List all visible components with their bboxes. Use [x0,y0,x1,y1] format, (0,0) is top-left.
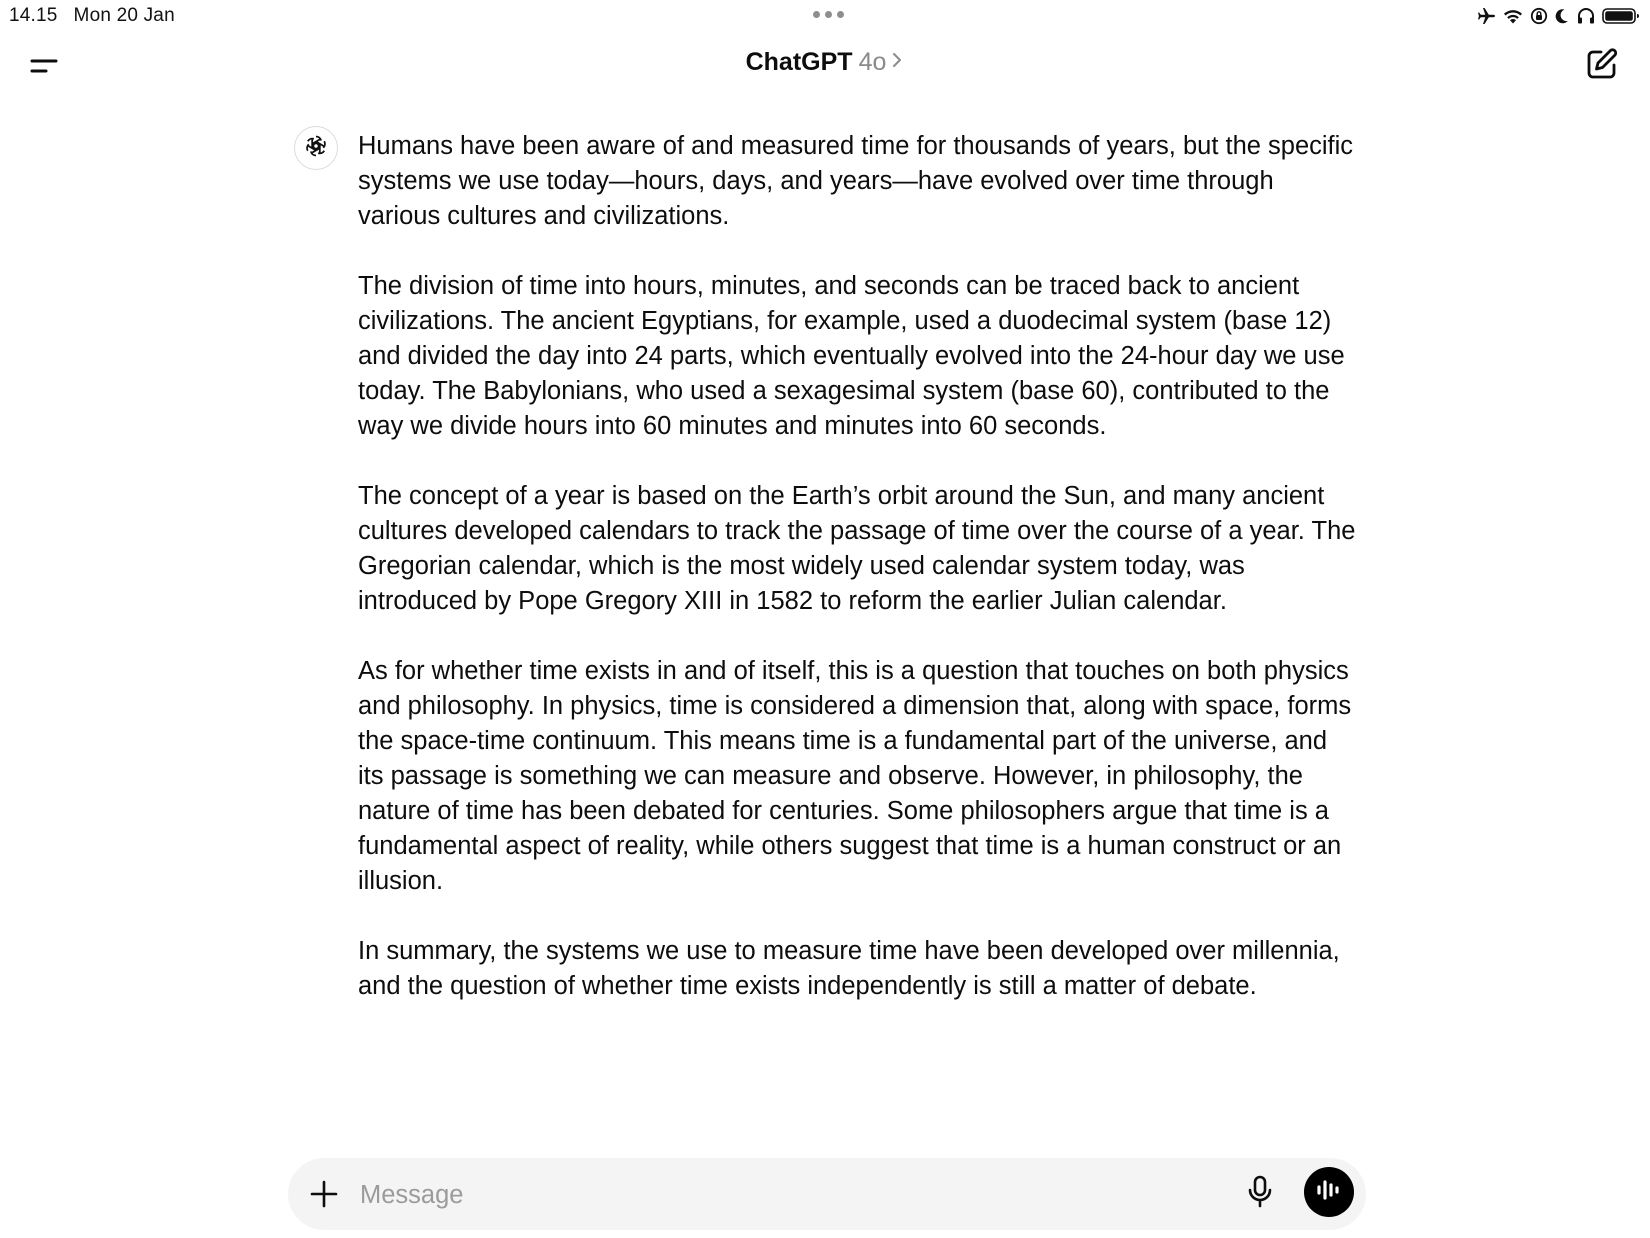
status-bar [0,0,1650,32]
orientation-lock-icon [1530,7,1548,25]
message-paragraph: As for whether time exists in and of itself, this is a question that touches on both physics and philosophy. In physics, time is considered a dimension that, along with space, forms the space-time continuum. This means time is a fundamental part of the universe, and its passage is something we can measure and observe. However, in philosophy, the nature of time has been debated for centuries. Some philosophers argue that time is a fundamental aspect of reality, while others suggest that time is a human construct or an illusion. [358,657,1352,895]
plus-icon [308,1197,340,1214]
voice-mode-button[interactable] [1304,1167,1354,1217]
airplane-icon [1476,7,1496,25]
microphone-icon [1246,1174,1274,1215]
status-datetime [9,5,175,27]
top-bar [0,32,1650,100]
assistant-message [358,129,1358,1004]
status-date: Mon 20 Jan [73,5,175,26]
message-paragraph: In summary, the systems we use to measure time have been developed over millennia, and the question of whether time exists independently is still a matter of debate. [358,937,1340,1000]
voice-waveform-icon [1315,1178,1343,1207]
attach-button[interactable] [308,1178,340,1210]
model-name: 4o [858,48,887,76]
message-paragraph: The concept of a year is based on the Earth’s orbit around the Sun, and many ancient cultures developed calendars to track the passage of time over the course of a year. The Gregorian calendar, which is the most widely used calendar system today, was introduced by Pope Gregory XIII in 1582 to reform the earlier Julian calendar. [358,482,1356,615]
dictation-button[interactable] [1240,1174,1280,1214]
wifi-icon [1502,7,1524,25]
compose-icon [1584,69,1620,86]
status-time: 14.15 [9,5,58,26]
chevron-right-icon [890,47,904,76]
status-icons [1476,5,1640,27]
message-paragraph: Humans have been aware of and measured time for thousands of years, but the specific systems we use today—hours, days, and years—have evolved over time through various cultures and civilizations. [358,132,1354,230]
app-title: ChatGPT [745,48,853,76]
message-paragraph: The division of time into hours, minutes, and seconds can be traced back to ancient civilizations. The ancient Egyptians, for example, used a duodecimal system (base 12) and divided the day into 24 parts, which eventually evolved into the 24-hour day we use today. The Babylonians, who used a sexagesimal system (base 60), contributed to the way we divide hours into 60 minutes and minutes into 60 seconds. [358,272,1345,440]
chatgpt-logo-icon [302,132,330,165]
headphones-icon [1576,7,1596,25]
assistant-avatar [294,126,338,170]
moon-icon [1554,7,1570,25]
message-input[interactable] [358,1172,1222,1218]
model-selector[interactable] [0,48,1650,77]
new-chat-button[interactable] [1584,46,1620,82]
message-composer [288,1158,1366,1230]
multitasking-dots-icon[interactable] [810,6,846,22]
battery-icon [1602,7,1640,25]
